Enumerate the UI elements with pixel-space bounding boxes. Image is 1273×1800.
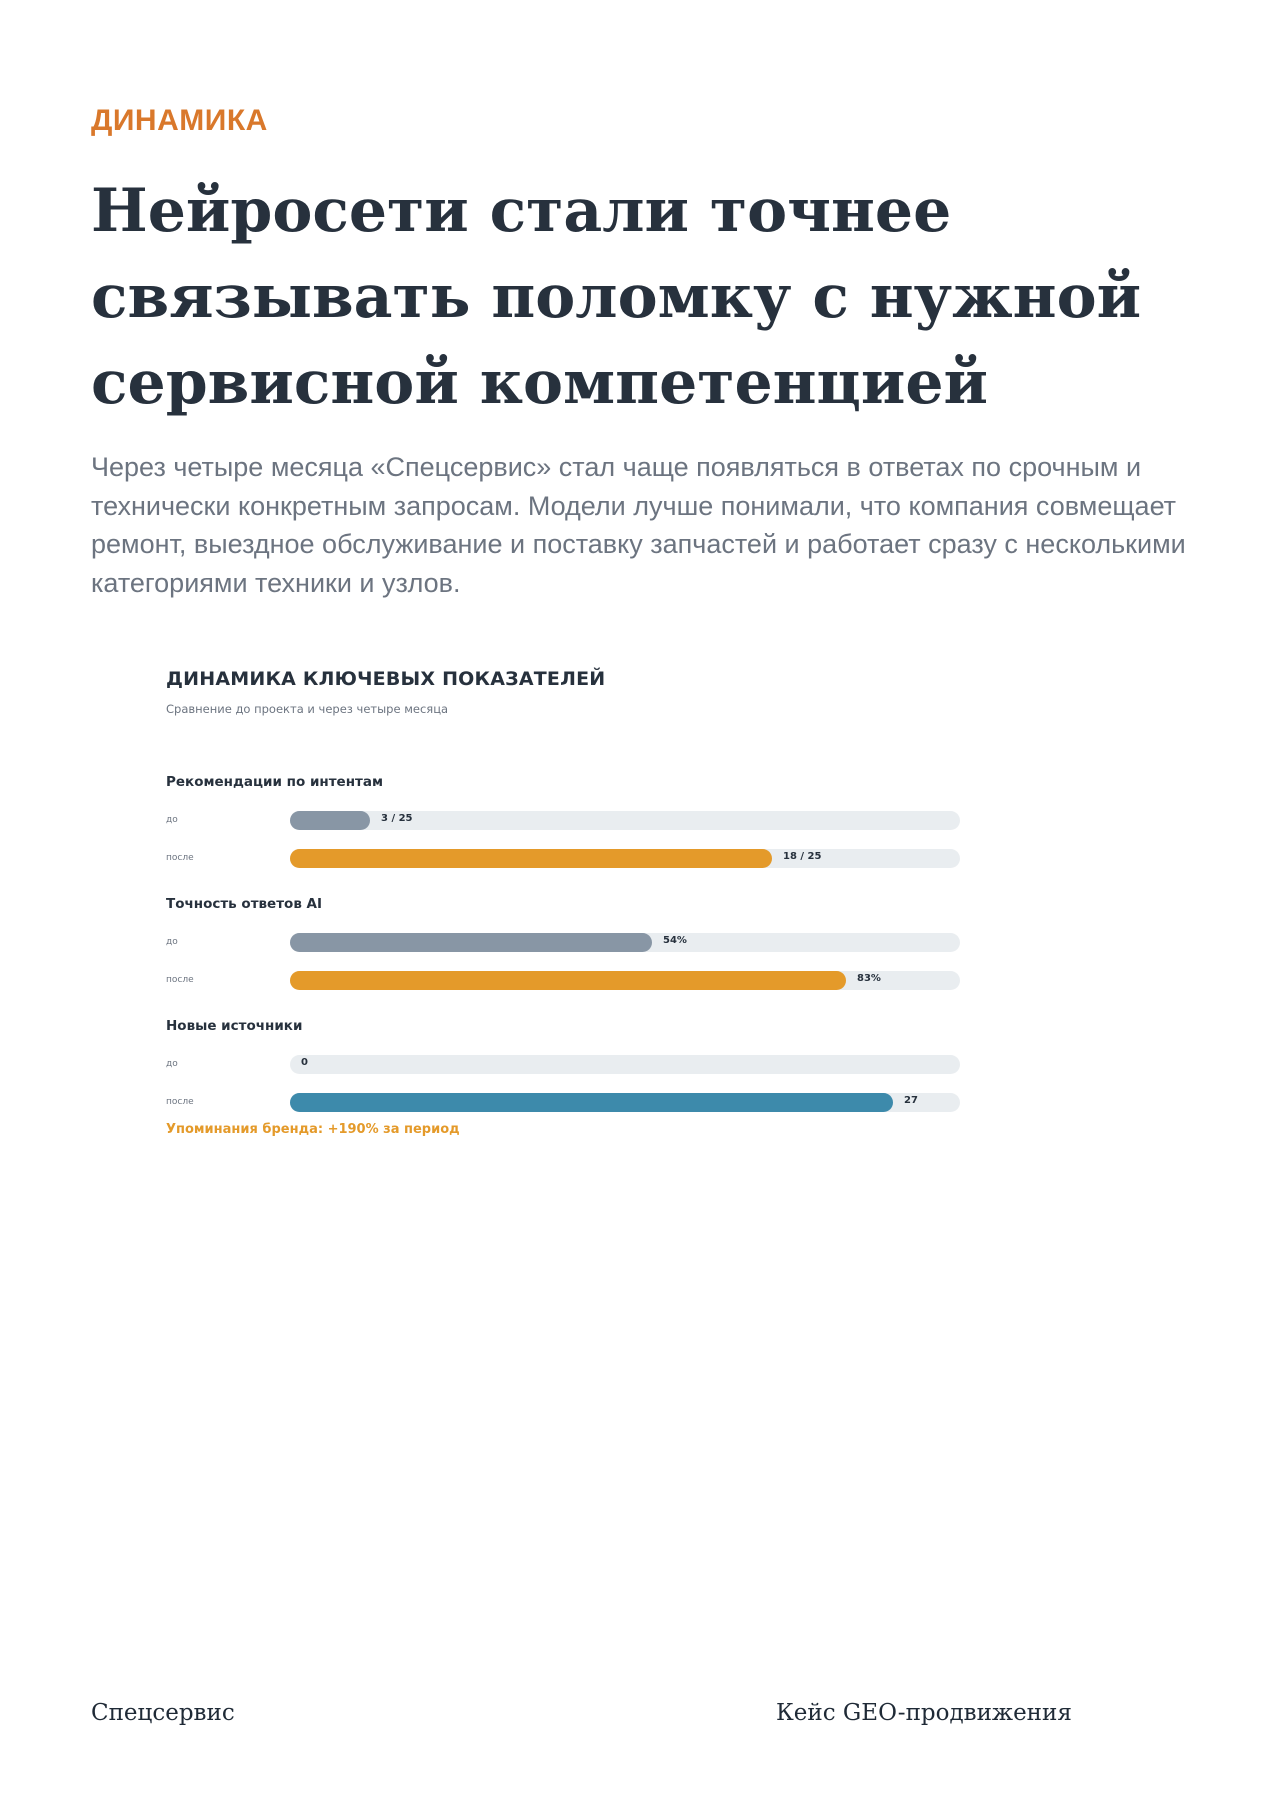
- bar-value-label: 3 / 25: [381, 813, 413, 824]
- row-label: до: [166, 1059, 178, 1069]
- chart-title: ДИНАМИКА КЛЮЧЕВЫХ ПОКАЗАТЕЛЕЙ: [166, 668, 606, 690]
- bar-value-label: 27: [904, 1095, 918, 1106]
- footer-case-title: Кейс GEO-продвижения: [776, 1700, 1072, 1726]
- section-eyebrow: ДИНАМИКА: [91, 104, 268, 137]
- bar-track: [290, 1055, 960, 1074]
- bar-value-label: 83%: [857, 973, 881, 984]
- bar-value-label: 18 / 25: [783, 851, 822, 862]
- row-label: после: [166, 975, 194, 985]
- page-title: Нейросети стали точнее связывать поломку с нужной сервисной компетенцией: [91, 176, 1142, 418]
- bar-track: [290, 971, 960, 990]
- bar-fill: [290, 849, 772, 868]
- bar-track: [290, 1093, 960, 1112]
- row-label: до: [166, 815, 178, 825]
- bar-track: [290, 849, 960, 868]
- bar-fill: [290, 971, 846, 990]
- chart-note: Упоминания бренда: +190% за период: [166, 1122, 460, 1137]
- bar-track: [290, 933, 960, 952]
- footer-brand: Спецсервис: [91, 1700, 235, 1726]
- row-label: после: [166, 853, 194, 863]
- row-label: после: [166, 1097, 194, 1107]
- group-label: Точность ответов AI: [166, 896, 323, 912]
- bar-value-label: 0: [301, 1057, 308, 1068]
- bar-fill: [290, 811, 370, 830]
- group-label: Рекомендации по интентам: [166, 774, 384, 790]
- group-label: Новые источники: [166, 1018, 303, 1034]
- metrics-chart: [166, 660, 966, 1160]
- lead-paragraph: Через четыре месяца «Спецсервис» стал чаще появляться в ответах по срочным и технически конкретным запросам. Модели лучше понимали, что компания совмещает ремонт, выездное обслуживание и поставку запчастей и работает сразу с несколькими категориями техники и узлов.: [91, 452, 1186, 598]
- chart-subtitle: Сравнение до проекта и через четыре месяца: [166, 702, 449, 716]
- bar-fill: [290, 933, 652, 952]
- row-label: до: [166, 937, 178, 947]
- bar-track: [290, 811, 960, 830]
- bar-fill: [290, 1093, 893, 1112]
- bar-value-label: 54%: [663, 935, 687, 946]
